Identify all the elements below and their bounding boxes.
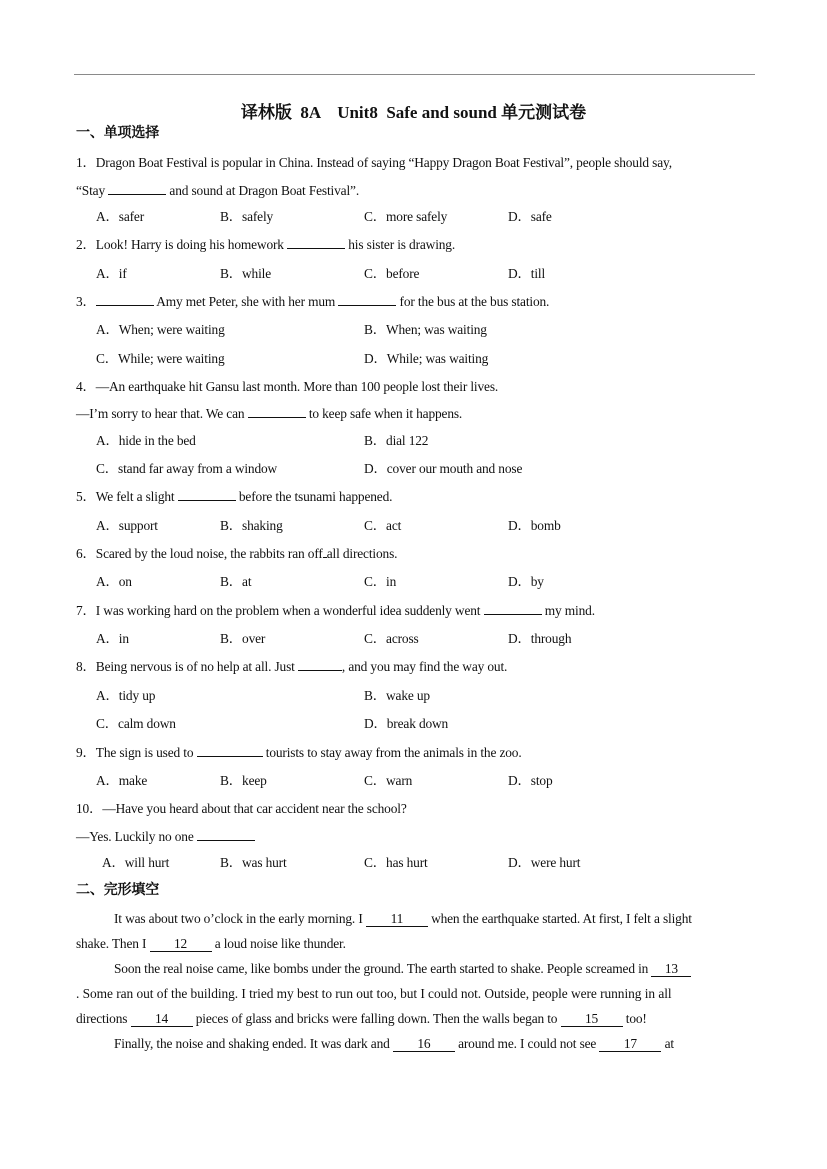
- answer-blank[interactable]: [197, 828, 255, 841]
- question-4-stem-line1: 4．—An earthquake hit Gansu last month. More than 100 people lost their lives.: [76, 379, 499, 394]
- answer-blank[interactable]: [96, 293, 154, 306]
- question-2-option-b[interactable]: B．while: [220, 266, 272, 281]
- question-9-option-b[interactable]: B．keep: [220, 773, 267, 788]
- question-1-option-b[interactable]: B．safely: [220, 209, 274, 224]
- question-9-stem: 9．The sign is used to tourists to stay away from the animals in the zoo.: [76, 745, 522, 760]
- cloze-blank-13[interactable]: 13: [651, 962, 691, 977]
- question-1-option-c[interactable]: C．more safely: [364, 209, 448, 224]
- question-2-option-d[interactable]: D．till: [508, 266, 546, 281]
- question-7-option-c[interactable]: C．across: [364, 631, 419, 646]
- question-10-stem-line1: 10．—Have you heard about that car accident near the school?: [76, 801, 407, 816]
- answer-blank[interactable]: [287, 236, 345, 249]
- answer-blank[interactable]: [298, 658, 342, 671]
- question-3-stem: 3． Amy met Peter, she with her mum for the bus at the bus station.: [76, 294, 550, 309]
- cloze-blank-12[interactable]: 12: [150, 937, 212, 952]
- question-4-option-b[interactable]: B．dial 122: [364, 433, 429, 448]
- question-7-option-a[interactable]: A．in: [96, 631, 129, 646]
- answer-blank[interactable]: [108, 182, 166, 195]
- question-10-option-d[interactable]: D．were hurt: [508, 855, 581, 870]
- question-1-option-d[interactable]: D．safe: [508, 209, 552, 224]
- question-9-option-c[interactable]: C．warn: [364, 773, 413, 788]
- question-2-option-c[interactable]: C．before: [364, 266, 420, 281]
- question-1-option-a[interactable]: A．safer: [96, 209, 145, 224]
- answer-blank[interactable]: [484, 602, 542, 615]
- cloze-line-5: directions 14 pieces of glass and bricks were falling down. Then the walls began to 15 too!: [76, 1011, 647, 1026]
- question-6-option-a[interactable]: A．on: [96, 574, 132, 589]
- question-5-stem: 5．We felt a slight before the tsunami happened.: [76, 489, 393, 504]
- question-8-option-c[interactable]: C．calm down: [96, 716, 176, 731]
- question-5-option-c[interactable]: C．act: [364, 518, 402, 533]
- question-7-stem: 7．I was working hard on the problem when a wonderful idea suddenly went my mind.: [76, 603, 595, 618]
- question-6-option-c[interactable]: C．in: [364, 574, 397, 589]
- question-8-option-b[interactable]: B．wake up: [364, 688, 430, 703]
- question-8-option-a[interactable]: A．tidy up: [96, 688, 156, 703]
- question-10-option-b[interactable]: B．was hurt: [220, 855, 287, 870]
- question-3-option-c[interactable]: C．While; were waiting: [96, 351, 225, 366]
- question-3-option-a[interactable]: A．When; were waiting: [96, 322, 225, 337]
- question-5-option-a[interactable]: A．support: [96, 518, 158, 533]
- question-6-option-b[interactable]: B．at: [220, 574, 252, 589]
- question-7-option-d[interactable]: D．through: [508, 631, 572, 646]
- question-10-option-a[interactable]: A．will hurt: [102, 855, 170, 870]
- cloze-blank-11[interactable]: 11: [366, 912, 428, 927]
- question-6-stem: 6．Scared by the loud noise, the rabbits ran off all directions.: [76, 546, 398, 561]
- cloze-blank-16[interactable]: 16: [393, 1037, 455, 1052]
- cloze-line-2: shake. Then I 12 a loud noise like thunder.: [76, 936, 346, 951]
- section-heading-cloze: 二、完形填空: [76, 883, 160, 898]
- question-9-option-a[interactable]: A．make: [96, 773, 148, 788]
- answer-blank[interactable]: [338, 293, 396, 306]
- cloze-blank-14[interactable]: 14: [131, 1012, 193, 1027]
- question-10-stem-line2: —Yes. Luckily no one: [76, 828, 255, 846]
- answer-blank[interactable]: [248, 405, 306, 418]
- question-1-stem-line2: “Stay and sound at Dragon Boat Festival”.: [76, 183, 360, 198]
- question-3-option-b[interactable]: B．When; was waiting: [364, 322, 487, 337]
- section-heading-single-choice: 一、单项选择: [76, 126, 160, 141]
- question-2-stem: 2．Look! Harry is doing his homework his sister is drawing.: [76, 237, 456, 252]
- question-5-option-d[interactable]: D．bomb: [508, 518, 561, 533]
- question-4-option-d[interactable]: D．cover our mouth and nose: [364, 461, 523, 476]
- question-8-stem: 8．Being nervous is of no help at all. Just , and you may find the way out.: [76, 659, 508, 674]
- question-6-option-d[interactable]: D．by: [508, 574, 544, 589]
- answer-blank[interactable]: [178, 488, 236, 501]
- cloze-line-1: It was about two o’clock in the early morning. I 11 when the earthquake started. At first, I felt a slight: [114, 911, 692, 926]
- question-9-option-d[interactable]: D．stop: [508, 773, 553, 788]
- page-title: 译林版 8A Unit8 Safe and sound 单元测试卷: [240, 103, 587, 122]
- question-10-option-c[interactable]: C．has hurt: [364, 855, 428, 870]
- question-3-option-d[interactable]: D．While; was waiting: [364, 351, 489, 366]
- cloze-line-4: . Some ran out of the building. I tried my best to run out too, but I could not. Outside, people were running in all: [76, 986, 672, 1001]
- cloze-blank-17[interactable]: 17: [599, 1037, 661, 1052]
- question-4-option-a[interactable]: A．hide in the bed: [96, 433, 196, 448]
- question-4-stem-line2: —I’m sorry to hear that. We can to keep safe when it happens.: [76, 406, 463, 421]
- question-7-option-b[interactable]: B．over: [220, 631, 266, 646]
- cloze-blank-15[interactable]: 15: [561, 1012, 623, 1027]
- question-4-option-c[interactable]: C．stand far away from a window: [96, 461, 278, 476]
- question-2-option-a[interactable]: A．if: [96, 266, 127, 281]
- question-1-stem-line1: 1．Dragon Boat Festival is popular in China. Instead of saying “Happy Dragon Boat Festival”, people should say,: [76, 155, 672, 170]
- cloze-line-3: Soon the real noise came, like bombs under the ground. The earth started to shake. People screamed in 13: [114, 960, 691, 978]
- header-rule: [74, 74, 755, 75]
- answer-blank[interactable]: [197, 744, 263, 757]
- question-5-option-b[interactable]: B．shaking: [220, 518, 283, 533]
- cloze-line-6: Finally, the noise and shaking ended. It was dark and 16 around me. I could not see 17 at: [114, 1036, 675, 1051]
- question-8-option-d[interactable]: D．break down: [364, 716, 449, 731]
